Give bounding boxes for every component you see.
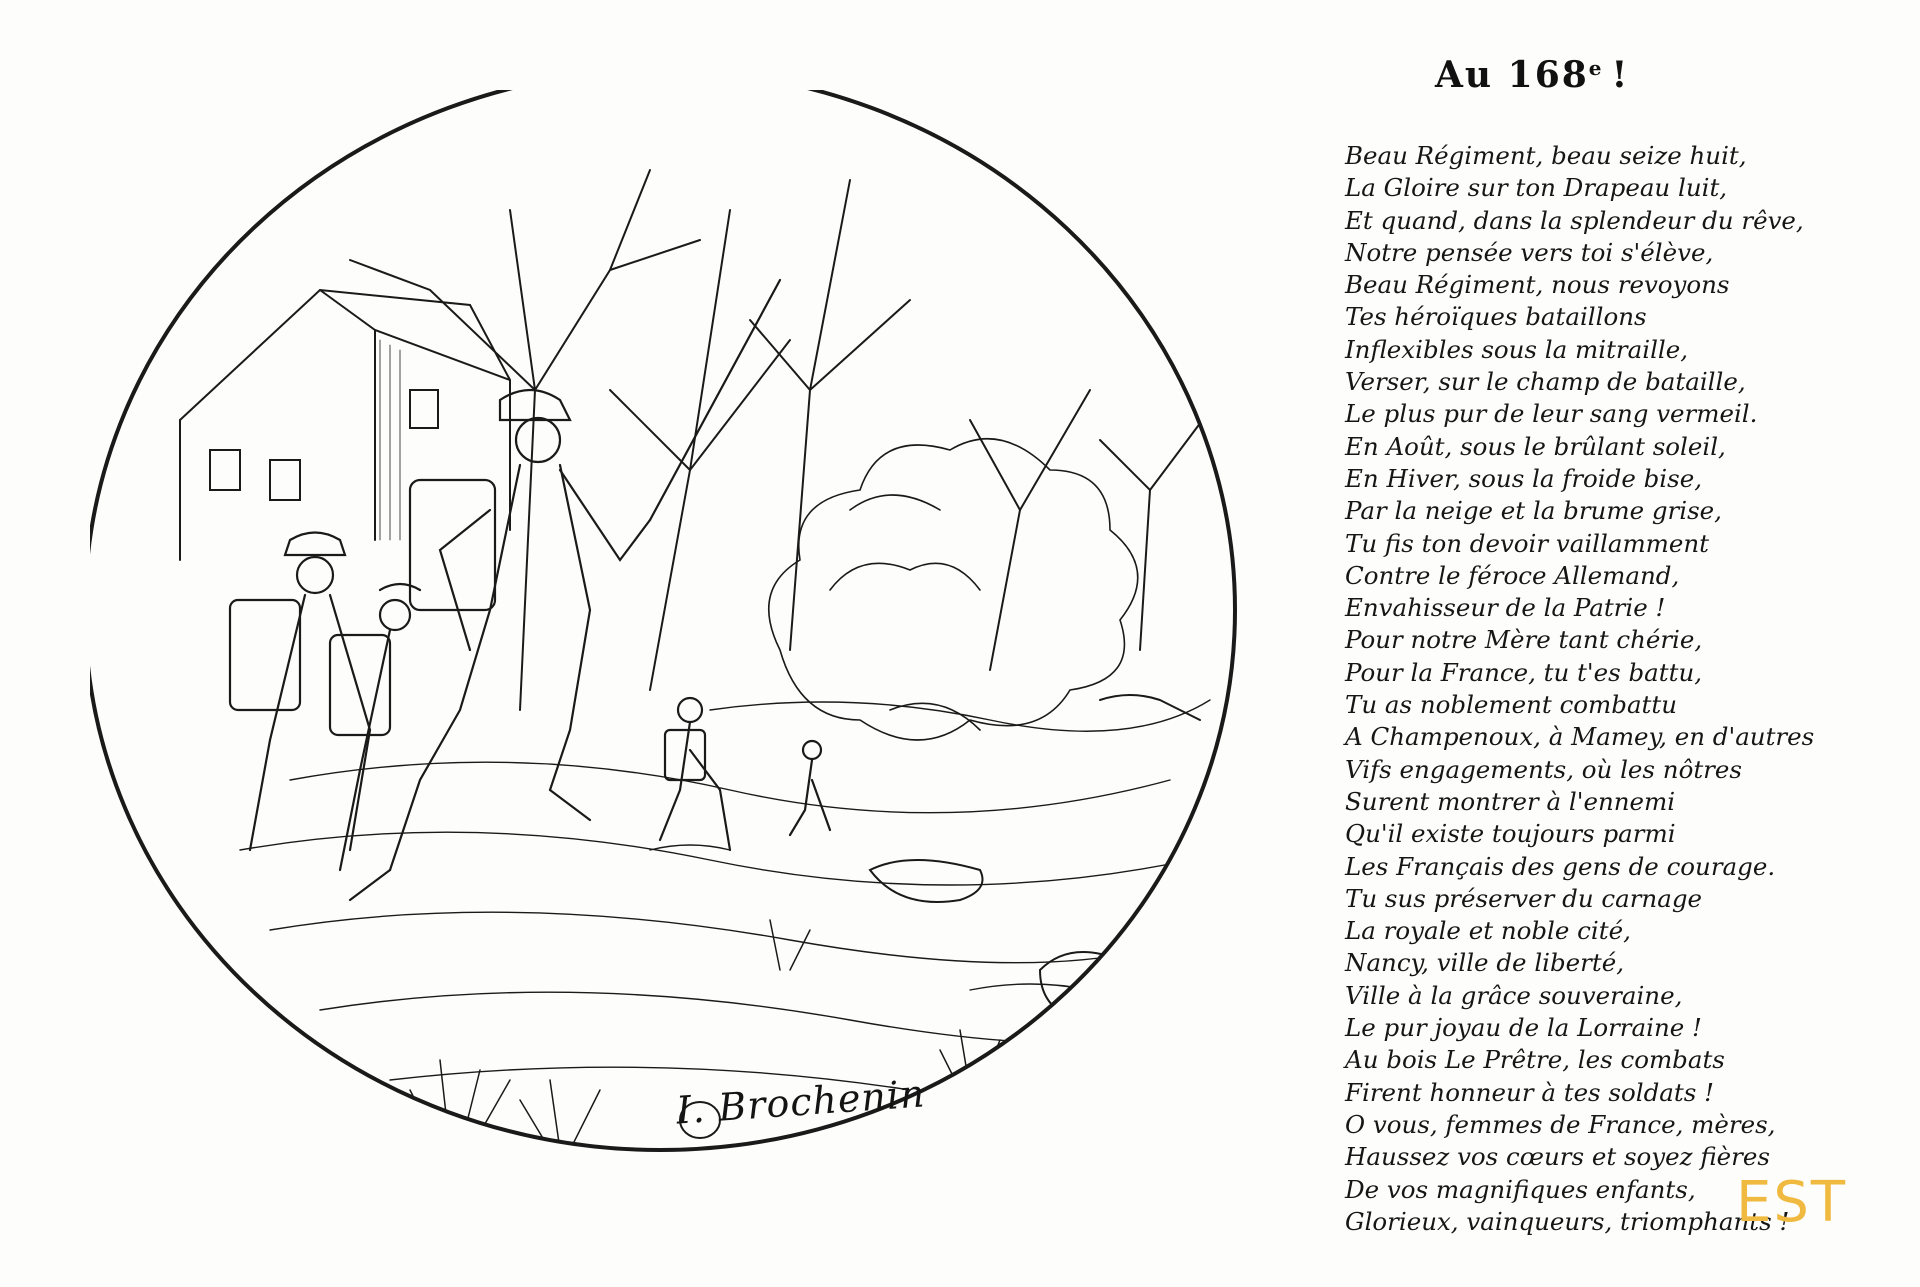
poem-line: Beau Régiment, nous revoyons xyxy=(1345,270,1730,300)
poem-line: Nancy, ville de liberté, xyxy=(1345,948,1625,978)
poem-line: Notre pensée vers toi s'élève, xyxy=(1345,237,1714,267)
poem-line: Contre le féroce Allemand, xyxy=(1345,560,1680,590)
ground-lines xyxy=(240,700,1210,1090)
poem-line: Verser, sur le champ de bataille, xyxy=(1345,367,1746,397)
poem-block xyxy=(1345,54,1905,1238)
farmhouse xyxy=(180,290,510,560)
poem-line: Pour notre Mère tant chérie, xyxy=(1345,625,1703,655)
poem-line: La Gloire sur ton Drapeau luit, xyxy=(1345,173,1728,203)
smoke-cloud xyxy=(769,439,1138,740)
poem-line: Et quand, dans la splendeur du rêve, xyxy=(1345,205,1804,235)
poem-lines xyxy=(1345,140,1905,1238)
poem-line: Envahisseur de la Patrie ! xyxy=(1345,593,1666,623)
poem-line: La royale et noble cité, xyxy=(1345,916,1631,946)
poem-line: O vous, femmes de France, mères, xyxy=(1345,1109,1776,1139)
poem-line: Ville à la grâce souveraine, xyxy=(1345,980,1683,1010)
poem-line: En Hiver, sous la froide bise, xyxy=(1345,463,1702,493)
fallen-soldiers xyxy=(680,695,1200,1138)
poem-line: Qu'il existe toujours parmi xyxy=(1345,819,1676,849)
artist-signature: I. Brochenin xyxy=(674,1071,927,1133)
poem-line: Tu as noblement combattu xyxy=(1345,690,1678,720)
poem-line: Vifs engagements, où les nôtres xyxy=(1345,754,1742,784)
poem-line: Beau Régiment, beau seize huit, xyxy=(1345,141,1747,170)
poem-line: Tu fis ton devoir vaillamment xyxy=(1345,528,1710,558)
poem-line: Glorieux, vainqueurs, triomphants ! xyxy=(1345,1206,1790,1236)
poem-line: Le plus pur de leur sang vermeil. xyxy=(1345,399,1758,429)
poem-line: Inflexibles sous la mitraille, xyxy=(1345,334,1689,364)
poem-line: Surent montrer à l'ennemi xyxy=(1345,786,1676,816)
poem-title xyxy=(1345,54,1905,96)
poem-line: En Août, sous le brûlant soleil, xyxy=(1345,431,1726,461)
poem-line: Firent honneur à tes soldats ! xyxy=(1345,1077,1714,1107)
poem-line: Les Français des gens de courage. xyxy=(1345,851,1776,881)
poem-line: A Champenoux, à Mamey, en d'autres xyxy=(1345,722,1815,752)
soldiers xyxy=(230,280,830,900)
trees xyxy=(350,170,1210,710)
watermark: EST xyxy=(1736,1170,1848,1235)
poem-title-end: ! xyxy=(1611,54,1630,96)
poem-line: Pour la France, tu t'es battu, xyxy=(1345,657,1703,687)
poem-title-superscript: e xyxy=(1588,56,1604,80)
poem-title-main: Au 168 xyxy=(1435,54,1589,96)
poem-line: Par la neige et la brume grise, xyxy=(1345,496,1722,526)
poem-line: Au bois Le Prêtre, les combats xyxy=(1345,1045,1725,1075)
poem-line: De vos magnifiques enfants, xyxy=(1345,1174,1696,1204)
poem-line: Tu sus préserver du carnage xyxy=(1345,883,1702,913)
poem-line: Tes héroïques bataillons xyxy=(1345,302,1647,332)
poem-line: Le pur joyau de la Lorraine ! xyxy=(1345,1013,1702,1043)
battle-illustration xyxy=(90,90,1260,1190)
poem-line: Haussez vos cœurs et soyez fières xyxy=(1345,1142,1770,1172)
